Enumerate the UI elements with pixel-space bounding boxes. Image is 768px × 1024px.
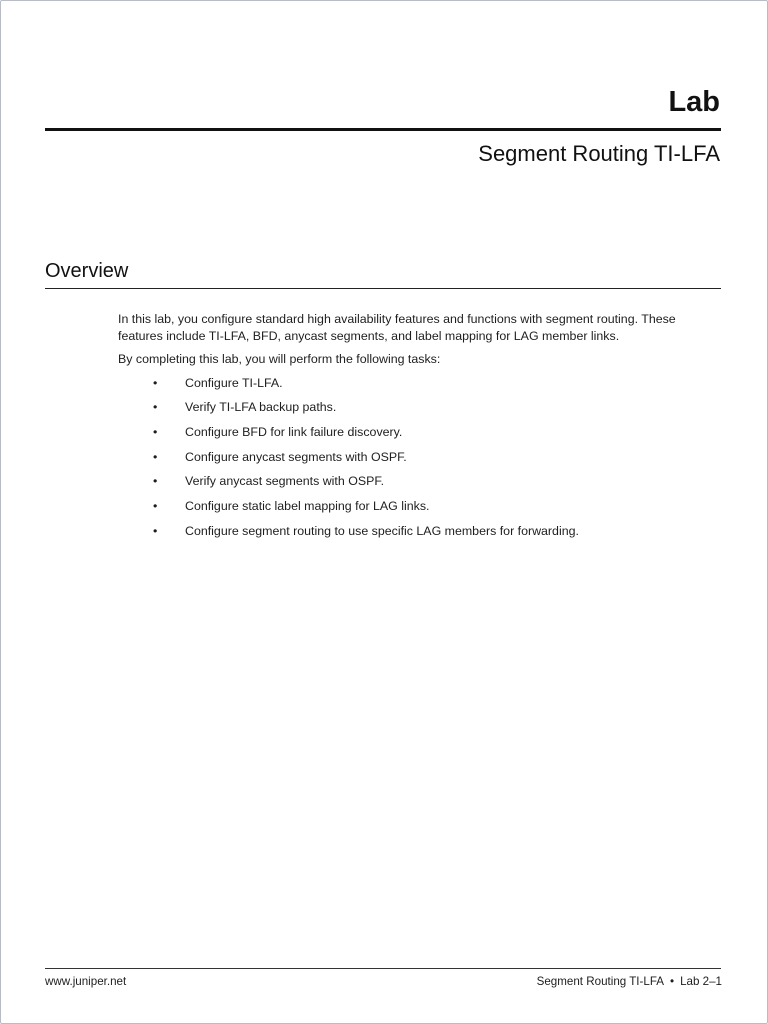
overview-heading: Overview <box>45 260 129 282</box>
footer-page-info <box>537 975 722 988</box>
footer-website-link[interactable]: www.juniper.net <box>45 975 127 988</box>
list-item <box>118 449 720 474</box>
task-text: Configure BFD for link failure discovery. <box>185 424 403 439</box>
list-item <box>118 424 720 449</box>
task-text: Verify anycast segments with OSPF. <box>185 474 385 489</box>
list-item <box>118 399 720 424</box>
overview-rule <box>45 288 721 289</box>
task-text: Verify TI-LFA backup paths. <box>185 400 337 415</box>
overview-body <box>118 311 720 547</box>
bullet-icon: • <box>153 498 158 513</box>
overview-intro: In this lab, you configure standard high availability features and functions with segment routing. These features include TI-LFA, BFD, anycast segments, and label mapping for LAG member links. <box>118 312 676 343</box>
tasks-intro: By completing this lab, you will perform the following tasks: <box>118 352 441 366</box>
task-list <box>118 375 720 548</box>
footer-rule <box>45 968 721 969</box>
title-rule <box>45 128 721 131</box>
list-item <box>118 523 720 548</box>
task-text: Configure anycast segments with OSPF. <box>185 449 407 464</box>
footer-separator: • <box>670 975 675 988</box>
list-item <box>118 375 720 400</box>
list-item <box>118 473 720 498</box>
lab-heading: Lab <box>668 86 720 118</box>
footer-page-number: Lab 2–1 <box>680 975 722 988</box>
bullet-icon: • <box>153 375 158 390</box>
bullet-icon: • <box>153 474 158 489</box>
footer-doc-title: Segment Routing TI-LFA <box>536 975 665 988</box>
list-item <box>118 498 720 523</box>
bullet-icon: • <box>153 449 158 464</box>
lab-title: Segment Routing TI-LFA <box>478 141 720 166</box>
bullet-icon: • <box>153 523 158 538</box>
task-text: Configure segment routing to use specific LAG members for forwarding. <box>185 523 579 538</box>
task-text: Configure TI-LFA. <box>185 375 283 390</box>
task-text: Configure static label mapping for LAG links. <box>185 498 430 513</box>
bullet-icon: • <box>153 424 158 439</box>
bullet-icon: • <box>153 400 158 415</box>
